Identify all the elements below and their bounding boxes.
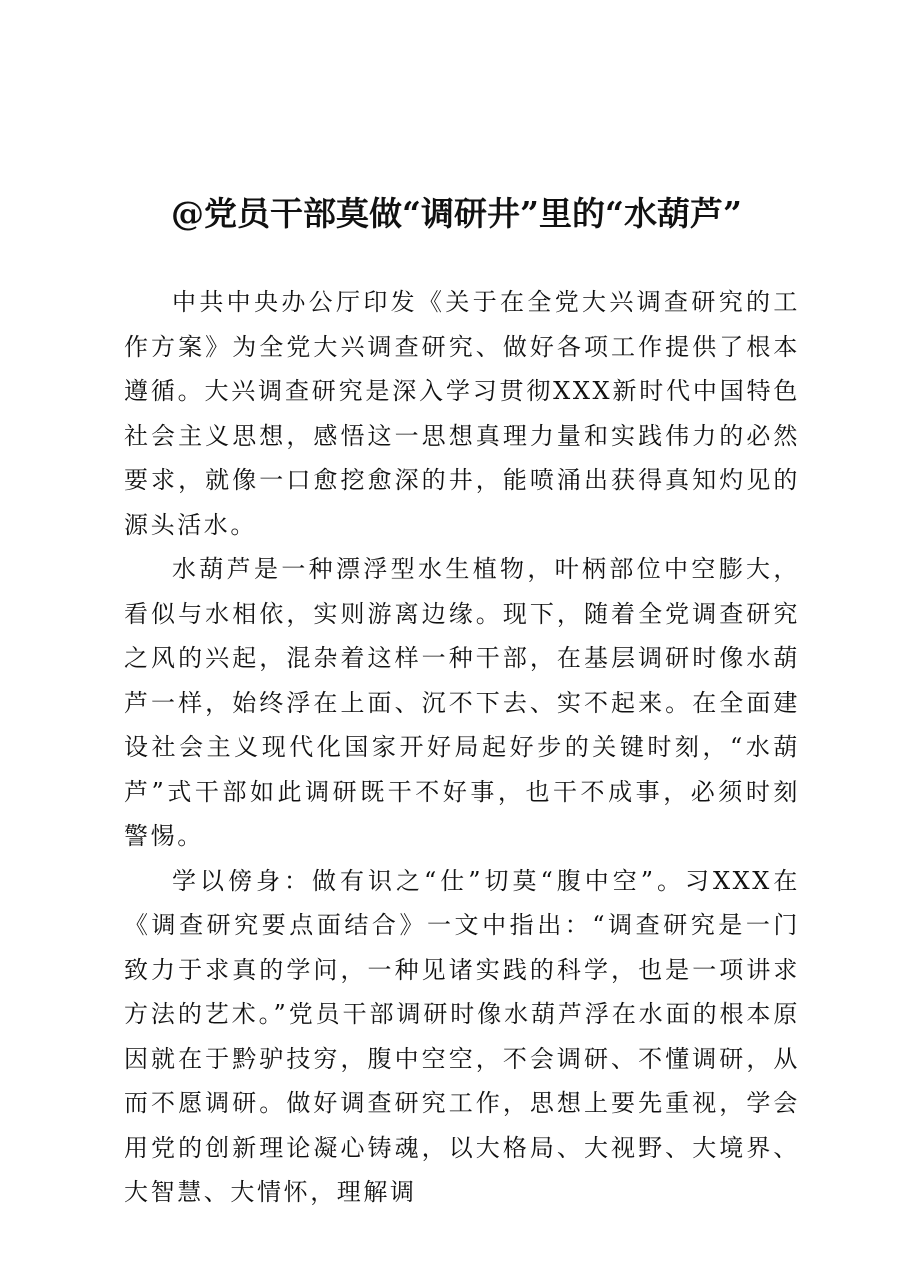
document-body — [124, 280, 800, 1215]
paragraph-2: 水葫芦是一种漂浮型水生植物，叶柄部位中空膨大，看似与水相依，实则游离边缘。现下，随着全党调查研究之风的兴起，混杂着这样一种干部，在基层调研时像水葫芦一样，始终浮在上面、沉不下去、实不起来。在全面建设社会主义现代化国家开好局起好步的关键时刻，“水葫芦”式干部如此调研既干不好事，也干不成事，必须时刻警惕。 — [124, 555, 800, 850]
paragraph-1: 中共中央办公厅印发《关于在全党大兴调查研究的工作方案》为全党大兴调查研究、做好各项工作提供了根本遵循。大兴调查研究是深入学习贯彻XXX新时代中国特色社会主义思想，感悟这一思想真理力量和实践伟力的必然要求，就像一口愈挖愈深的井，能喷涌出获得真知灼见的源头活水。 — [124, 288, 800, 539]
document-title: @党员干部莫做“调研井”里的“水葫芦” — [171, 194, 742, 233]
paragraph-3: 学以傍身：做有识之“仕”切莫“腹中空”。习XXX在《调查研究要点面结合》一文中指出：“调查研究是一门致力于求真的学问，一种见诸实践的科学，也是一项讲求方法的艺术。”党员干部调研时像水葫芦浮在水面的根本原因就在于黔驴技穷，腹中空空，不会调研、不懂调研，从而不愿调研。做好调查研究工作，思想上要先重视，学会用党的创新理论凝心铸魂，以大格局、大视野、大境界、大智慧、大情怀，理解调 — [124, 866, 800, 1206]
